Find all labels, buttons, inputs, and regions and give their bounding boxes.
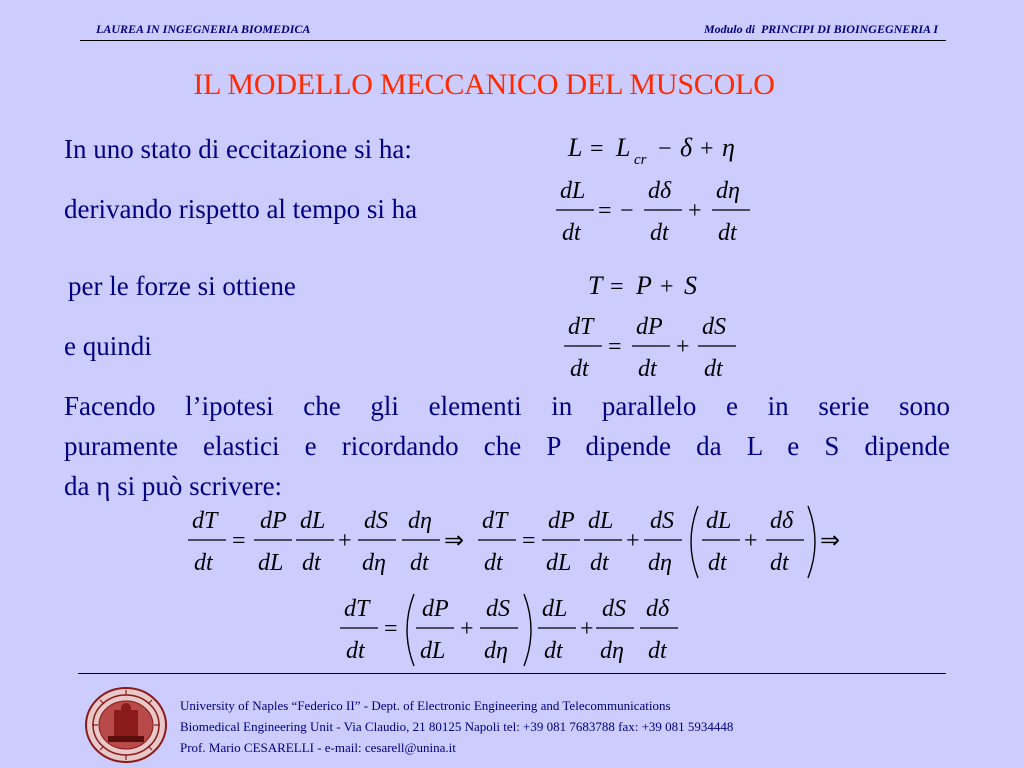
svg-text:dT: dT: [192, 508, 218, 534]
footer-address: Biomedical Engineering Unit - Via Claudio, 21 80125 Napoli tel: +39 081 7683788 fax: +39 081 5934448: [180, 719, 734, 734]
footer-university: University of Naples “Federico II” - Dept. of Electronic Engineering and Telecommunications: [180, 698, 671, 713]
svg-text:dδ: dδ: [646, 596, 670, 622]
paragraph-line-3: da η si può scrivere:: [64, 471, 283, 501]
equation-force-derivative: [560, 308, 760, 388]
svg-text:dt: dt: [648, 638, 667, 664]
svg-text:dη: dη: [600, 638, 624, 664]
svg-text:S: S: [684, 271, 697, 300]
paragraph-line-1: Facendo l’ipotesi che gli elementi in parallelo e in serie sono: [64, 391, 950, 421]
svg-text:=: =: [608, 334, 622, 360]
svg-text:T: T: [588, 271, 603, 300]
hypothesis-paragraph: [64, 386, 950, 506]
svg-text:+: +: [626, 528, 640, 554]
svg-text:dS: dS: [702, 314, 726, 340]
svg-text:=: =: [610, 274, 624, 300]
svg-text:L: L: [616, 133, 631, 162]
svg-text:dL: dL: [258, 550, 284, 576]
svg-text:=: =: [384, 616, 398, 642]
svg-text:dt: dt: [708, 550, 727, 576]
svg-text:dt: dt: [302, 550, 321, 576]
footer-divider: [78, 673, 946, 674]
svg-text:dL: dL: [542, 596, 568, 622]
svg-text:dL: dL: [546, 550, 572, 576]
svg-text:η: η: [722, 133, 735, 162]
svg-text:=: =: [598, 198, 612, 224]
svg-text:δ: δ: [680, 133, 693, 162]
svg-text:dP: dP: [548, 508, 575, 534]
svg-text:=: =: [590, 136, 604, 162]
svg-text:+: +: [580, 616, 594, 642]
svg-text:dη: dη: [408, 508, 432, 534]
svg-text:dt: dt: [544, 638, 563, 664]
svg-text:dη: dη: [716, 178, 740, 204]
svg-text:dP: dP: [636, 314, 663, 340]
svg-text:+: +: [688, 198, 702, 224]
equation-length: [560, 130, 760, 170]
svg-text:L: L: [568, 133, 583, 162]
svg-text:dt: dt: [770, 550, 789, 576]
svg-text:cr: cr: [634, 152, 647, 168]
text-forze: per le forze si ottiene: [68, 271, 296, 301]
svg-text:dη: dη: [484, 638, 508, 664]
footer-contact: Prof. Mario CESARELLI - e-mail: cesarell@unina.it: [180, 740, 456, 755]
svg-text:dS: dS: [486, 596, 510, 622]
equation-chain-rule: [180, 500, 880, 584]
svg-text:=: =: [522, 528, 536, 554]
text-derivando: derivando rispetto al tempo si ha: [64, 194, 418, 224]
equation-length-derivative: [550, 172, 770, 252]
svg-text:+: +: [660, 274, 674, 300]
svg-text:dL: dL: [420, 638, 446, 664]
svg-text:dL: dL: [706, 508, 732, 534]
svg-text:dL: dL: [588, 508, 614, 534]
svg-text:dT: dT: [568, 314, 594, 340]
svg-text:dt: dt: [410, 550, 429, 576]
svg-text:dt: dt: [570, 356, 589, 382]
svg-text:dδ: dδ: [770, 508, 794, 534]
svg-text:−: −: [620, 198, 634, 224]
equation-final: [336, 588, 696, 672]
svg-text:dS: dS: [650, 508, 674, 534]
header-module-name: PRINCIPI DI BIOINGEGNERIA I: [760, 22, 938, 36]
svg-text:dL: dL: [560, 178, 586, 204]
university-seal-icon: [84, 686, 168, 764]
header-module-prefix: Modulo di: [703, 22, 755, 36]
svg-text:+: +: [460, 616, 474, 642]
svg-text:dt: dt: [562, 220, 581, 246]
slide-title: IL MODELLO MECCANICO DEL MUSCOLO: [193, 68, 775, 101]
svg-text:dP: dP: [260, 508, 287, 534]
svg-text:dt: dt: [590, 550, 609, 576]
svg-text:+: +: [744, 528, 758, 554]
svg-text:+: +: [338, 528, 352, 554]
equation-force: [580, 268, 720, 304]
svg-text:+: +: [700, 136, 714, 162]
svg-text:dP: dP: [422, 596, 449, 622]
svg-text:dS: dS: [364, 508, 388, 534]
svg-text:dT: dT: [344, 596, 370, 622]
svg-text:dt: dt: [638, 356, 657, 382]
svg-text:=: =: [232, 528, 246, 554]
svg-text:dL: dL: [300, 508, 326, 534]
svg-text:dt: dt: [194, 550, 213, 576]
svg-text:dt: dt: [346, 638, 365, 664]
header-divider: [80, 40, 946, 41]
svg-text:dS: dS: [602, 596, 626, 622]
svg-text:P: P: [636, 271, 652, 300]
svg-text:−: −: [658, 136, 672, 162]
svg-text:dη: dη: [362, 550, 386, 576]
text-quindi: e quindi: [64, 331, 152, 361]
svg-text:dt: dt: [718, 220, 737, 246]
header-course-label: LAUREA IN INGEGNERIA BIOMEDICA: [96, 22, 311, 36]
svg-text:dt: dt: [704, 356, 723, 382]
svg-text:+: +: [676, 334, 690, 360]
paragraph-line-2: puramente elastici e ricordando che P dipende da L e S dipende: [64, 431, 950, 461]
svg-text:dt: dt: [484, 550, 503, 576]
svg-text:⇒: ⇒: [820, 528, 841, 554]
svg-text:dδ: dδ: [648, 178, 672, 204]
svg-text:dT: dT: [482, 508, 508, 534]
svg-text:dt: dt: [650, 220, 669, 246]
text-stato: In uno stato di eccitazione si ha:: [64, 134, 412, 164]
svg-text:dη: dη: [648, 550, 672, 576]
svg-text:⇒: ⇒: [444, 528, 465, 554]
header-module-label: [704, 22, 938, 37]
